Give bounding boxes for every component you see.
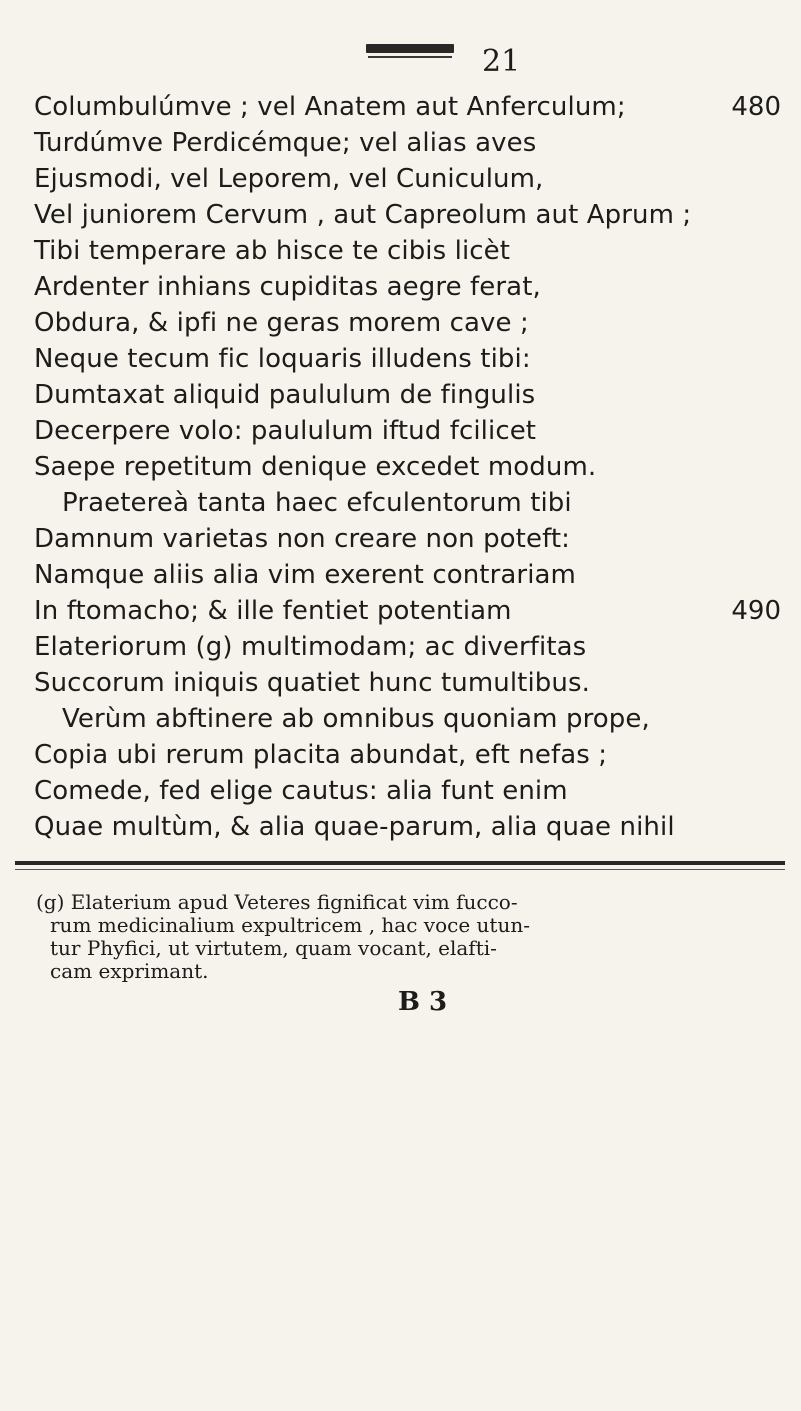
verse-text: Neque tecum fic loquaris illudens tibi: [34,344,531,374]
verse-text: In ftomacho; & ille fentiet potentiam [34,596,512,626]
verse-text: Quae multùm, & alia quae-parum, alia quae nihil [34,812,675,842]
page-number: 21 [482,44,521,79]
verse-text: Praetereà tanta haec efculentorum tibi [62,488,572,518]
footnote-rule-thin [15,869,785,870]
verse-text: Decerpere volo: paululum iftud fcilicet [34,416,537,446]
verse-text: Obdura, & ipfi ne geras morem cave ; [34,308,529,338]
signature-mark: B 3 [398,987,448,1017]
verse-text: Vel juniorem Cervum , aut Capreolum aut Aprum ; [34,200,692,230]
verse-line [34,811,675,843]
verse-text: Columbulúmve ; vel Anatem aut Anferculum; [34,92,626,122]
verse-text: Ejusmodi, vel Leporem, vel Cuniculum, [34,164,544,194]
footnote [36,891,776,983]
verse-text: Saepe repetitum denique excedet modum. [34,452,597,482]
verse-text: Verùm abftinere ab omnibus quoniam prope, [62,704,650,734]
footnote-rule [15,861,785,865]
verse-text: Elateriorum (g) multimodam; ac diverfitas [34,632,587,662]
line-number: 480 [731,92,781,122]
verse-text: Namque aliis alia vim exerent contrariam [34,560,576,590]
line-number: 490 [731,596,781,626]
footnote-line: (g) Elaterium apud Veteres fignificat vim fucco- [36,890,518,914]
verse-line [34,775,568,807]
footnote-line: tur Phyfici, ut virtutem, quam vocant, elafti- [50,936,497,960]
verse-text: Dumtaxat aliquid paululum de fingulis [34,380,536,410]
footnote-line: rum medicinalium expultricem , hac voce utun- [50,913,530,937]
verse-line [62,703,650,735]
verse-text: Ardenter inhians cupiditas aegre ferat, [34,272,541,302]
footnote-line: cam exprimant. [50,959,209,983]
verse-line [34,739,607,771]
verse-text: Copia ubi rerum placita abundat, eft nefas ; [34,740,608,770]
verse-text: Tibi temperare ab hisce te cibis licèt [34,236,511,266]
verse-text: Damnum varietas non creare non poteft: [34,524,571,554]
verse-text: Turdúmve Perdicémque; vel alias aves [34,128,537,158]
verse-text: Comede, fed elige cautus: alia funt enim [34,776,568,806]
verse-text: Succorum iniquis quatiet hunc tumultibus. [34,668,590,698]
